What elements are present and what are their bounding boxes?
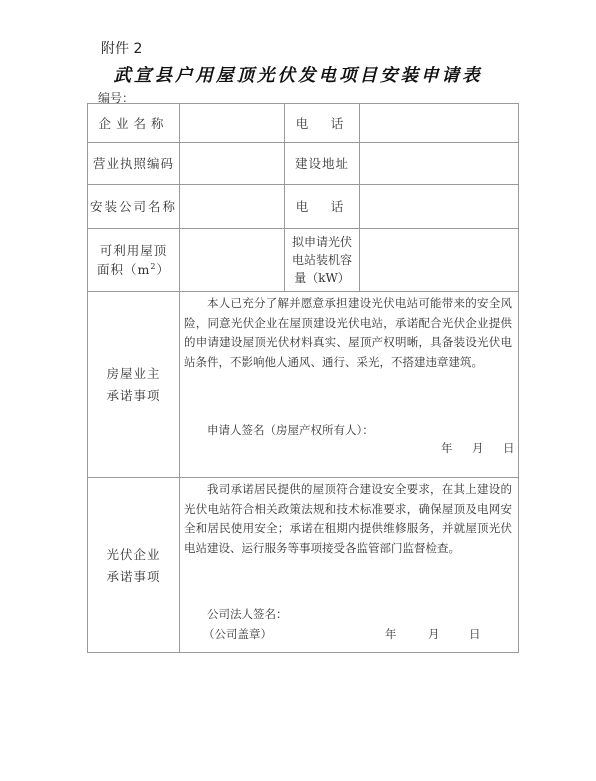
owner-signature-label: 申请人签名（房屋产权所有人）： (207, 423, 374, 437)
owner-commitment-text: 本人已充分了解并愿意承担建设光伏电站可能带来的安全风险，同意光伏企业在屋顶建设光伏电站，承诺配合光伏企业提供的申请建设屋顶光伏材料真实、屋顶产权明晰，具备装设光伏电站条件，不影响他人通风、通行、采光，不搭建违章建筑。 (184, 296, 512, 369)
company-seal-label: （公司盖章） (203, 627, 272, 641)
company-phone-field[interactable] (360, 104, 518, 142)
roof-area-field[interactable] (180, 229, 284, 291)
owner-commitment-label-line2: 承诺事项 (106, 387, 161, 403)
company-commitment-label-line2: 承诺事项 (106, 568, 161, 584)
roof-area-label-line1: 可利用屋顶 (99, 243, 168, 258)
company-date-month: 月 (428, 627, 440, 641)
business-license-label: 营业执照编码 (92, 156, 174, 171)
installer-name-label: 安装公司名称 (89, 199, 177, 214)
roof-area-unit-exponent: 2 (150, 261, 157, 271)
roof-area-label-line2 (97, 260, 170, 279)
owner-commitment-label-line1: 房屋业主 (106, 365, 161, 381)
company-commitment-label (88, 478, 179, 653)
company-commitment-label-line1: 光伏企业 (106, 546, 161, 562)
owner-date-year: 年 (441, 441, 453, 455)
capacity-label-line2: 电站装机容 (291, 253, 352, 267)
company-phone-label: 电 话 (295, 115, 349, 131)
roof-area-label-text: 面积（m (97, 262, 151, 277)
installer-name-field[interactable] (180, 185, 284, 228)
business-license-field[interactable] (180, 143, 284, 184)
installer-phone-field[interactable] (360, 185, 518, 228)
company-name-field[interactable] (180, 104, 284, 142)
company-date-year: 年 (385, 627, 397, 641)
construction-address-label: 建设地址 (294, 156, 349, 171)
company-name-label: 企业名称 (98, 115, 169, 131)
capacity-label-line1: 拟申请光伏 (291, 235, 352, 249)
capacity-label-line3: 量（kW） (294, 271, 350, 285)
construction-address-field[interactable] (360, 143, 518, 184)
company-signature-label: 公司法人签名： (207, 607, 288, 621)
roof-area-label-close: ） (156, 262, 170, 277)
application-form-table (87, 103, 519, 653)
form-title: 武宣县户用屋顶光伏发电项目安装申请表 (113, 66, 483, 86)
serial-number-label: 编号： (98, 91, 135, 105)
capacity-field[interactable] (360, 229, 518, 291)
company-date-day: 日 (469, 627, 481, 641)
attachment-label: 附件 2 (101, 41, 143, 57)
owner-date-day: 日 (503, 441, 515, 455)
capacity-label (285, 229, 359, 291)
company-commitment-text: 我司承诺居民提供的屋顶符合建设安全要求，在其上建设的光伏电站符合相关政策法规和技术标准要求，确保屋顶及电网安全和居民使用安全；承诺在租期内提供维修服务，并就屋顶光伏电站建设、运行服务等事项接受各监管部门监督检查。 (184, 482, 512, 555)
installer-phone-label: 电 话 (295, 199, 349, 214)
owner-commitment-label (88, 292, 179, 477)
roof-area-label (88, 229, 179, 291)
owner-date-month: 月 (472, 441, 484, 455)
